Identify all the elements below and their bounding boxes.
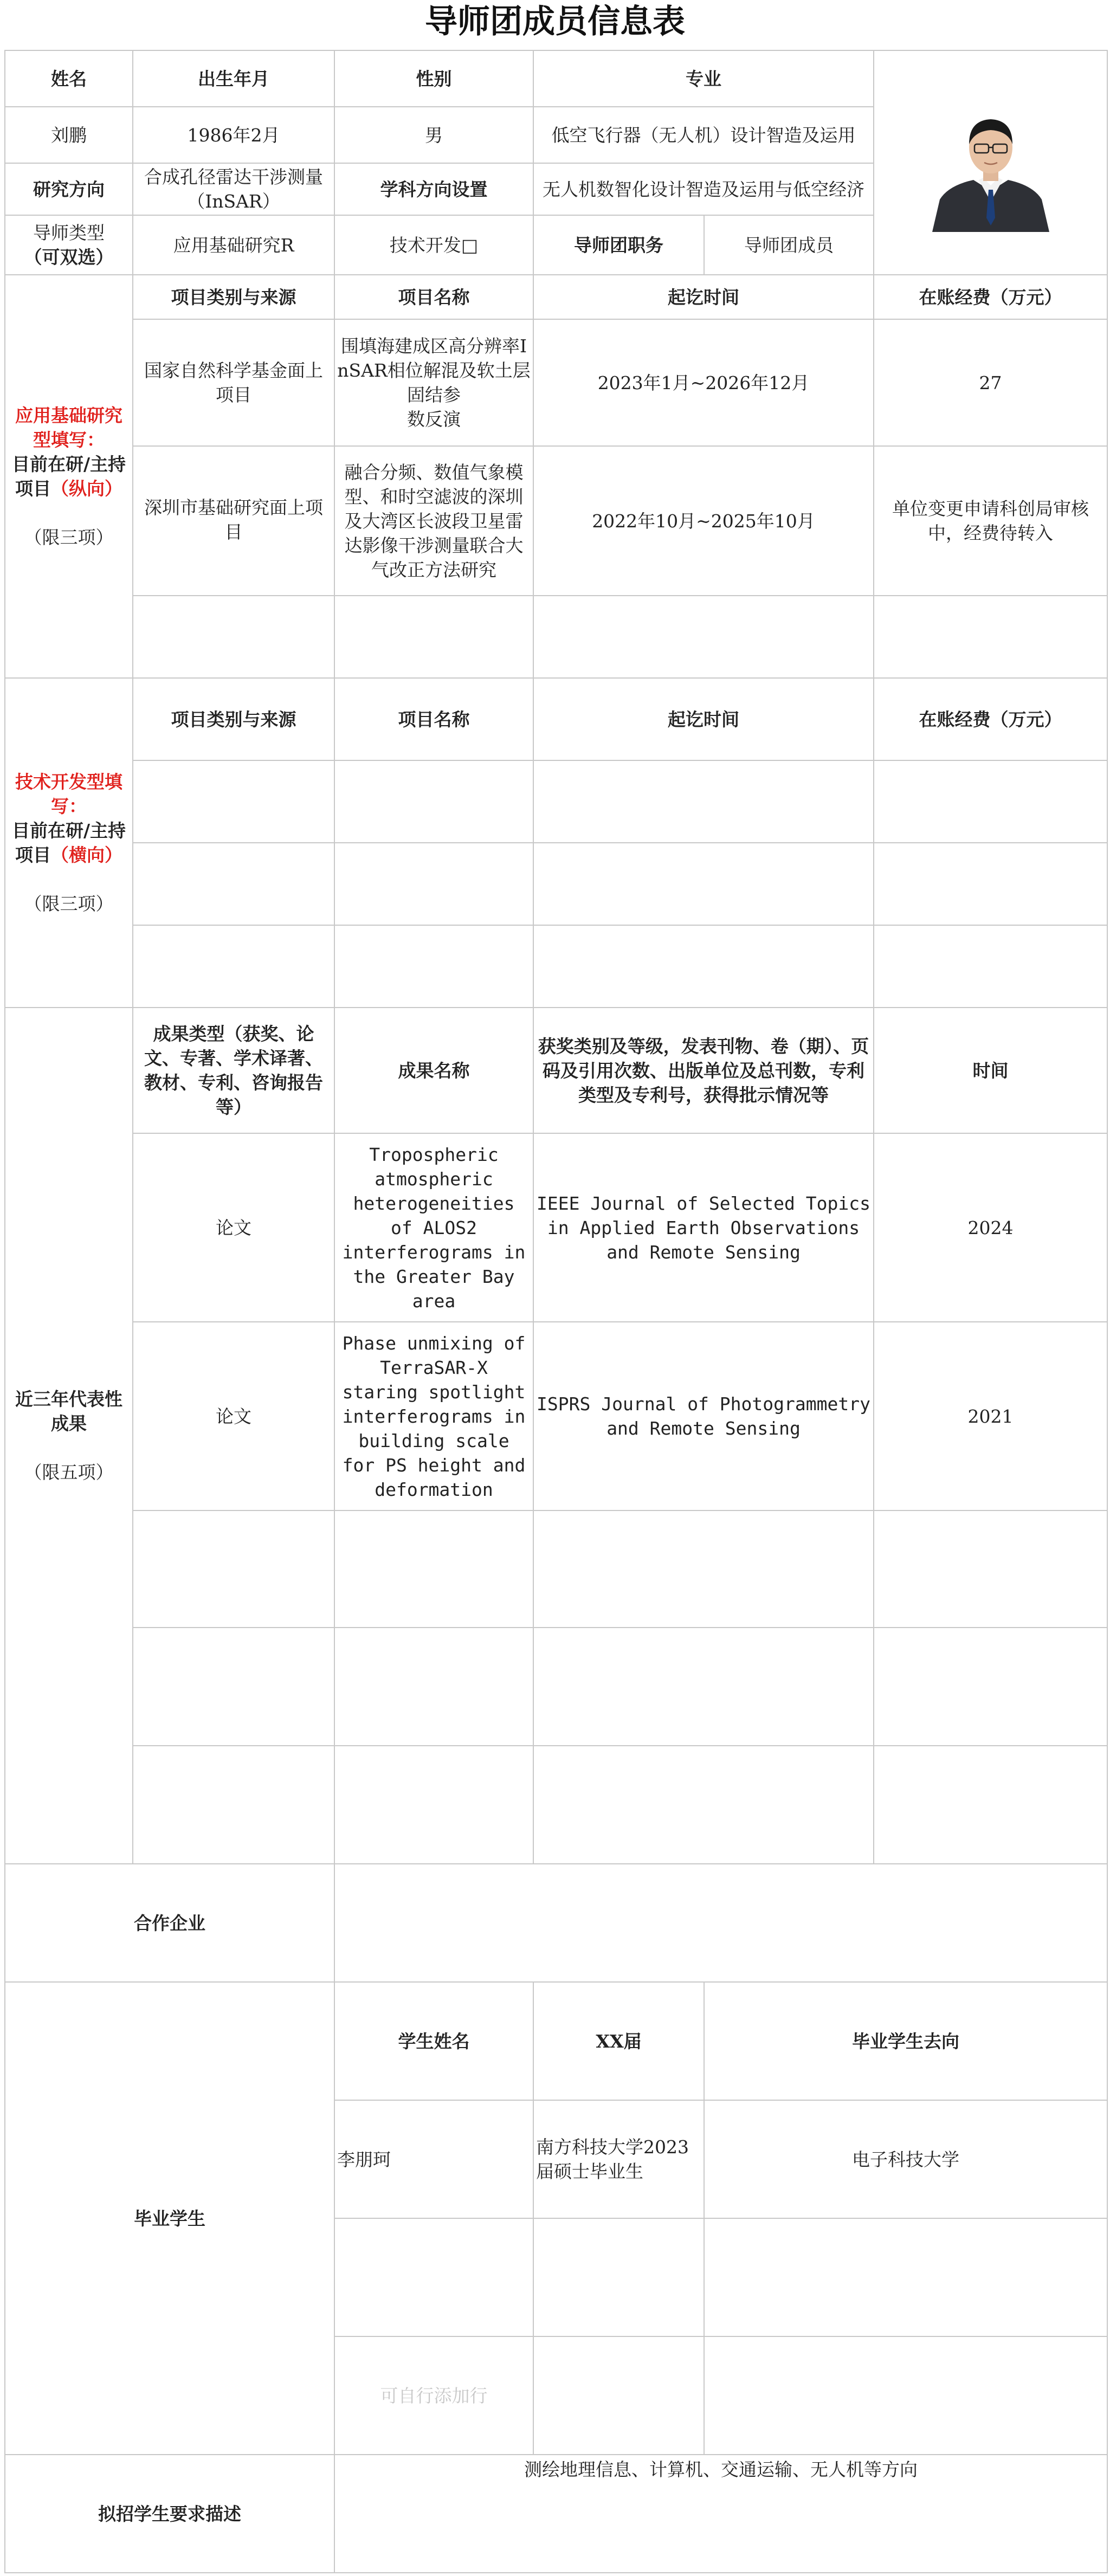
team-role-label: 导师团职务 [533,215,704,275]
birth-value: 1986年2月 [133,107,334,163]
empty-cell[interactable] [874,1746,1107,1864]
achievement-empty-row [5,1510,1107,1628]
recruit-value[interactable]: 测绘地理信息、计算机、交通运输、无人机等方向 [334,2455,1107,2573]
mentor-type-option-tech[interactable]: 技术开发□ [334,215,533,275]
tech-projects-header-funds: 在账经费（万元） [874,678,1107,760]
empty-cell[interactable] [533,2218,704,2336]
basic-projects-side-2: 目前在研/主持项目 [11,454,126,499]
achievement-row [5,1322,1107,1510]
tech-projects-header-period: 起讫时间 [533,678,874,760]
empty-cell[interactable] [533,843,874,925]
tech-project-empty-row [5,925,1107,1008]
empty-cell[interactable] [334,1510,533,1628]
achievement-type: 论文 [133,1133,334,1322]
add-row-hint[interactable]: 可自行添加行 [334,2336,533,2455]
basic-projects-header-source: 项目类别与来源 [133,275,334,319]
tech-projects-side-label [5,678,133,1008]
empty-cell[interactable] [874,1628,1107,1746]
page-title: 导师团成员信息表 [425,3,685,41]
empty-cell[interactable] [133,843,334,925]
recruit-label: 拟招学生要求描述 [5,2455,334,2573]
achievements-header-name: 成果名称 [334,1008,533,1133]
achievement-venue: IEEE Journal of Selected Topics in Applied Earth Observations and Remote Sensing [533,1133,874,1322]
tech-projects-header-row [5,678,1107,760]
empty-cell[interactable] [533,596,874,678]
achievement-row [5,1133,1107,1322]
basic-projects-side-label [5,275,133,678]
empty-cell[interactable] [533,760,874,843]
mentor-type-label [5,215,133,275]
basic-project-name-line2: 数反演 [407,409,461,430]
major-label: 专业 [533,50,874,107]
basic-projects-header-name: 项目名称 [334,275,533,319]
basic-project-name [334,319,533,446]
empty-cell[interactable] [133,1746,334,1864]
partner-value[interactable] [334,1864,1107,1982]
achievements-side-2: （限五项） [24,1462,114,1483]
tech-projects-side-red-3: （横向） [51,844,122,866]
basic-project-empty-row [5,596,1107,678]
achievements-header-row [5,1008,1107,1133]
basic-project-source: 国家自然科学基金面上项目 [133,319,334,446]
achievement-year: 2021 [874,1322,1107,1510]
achievement-empty-row [5,1746,1107,1864]
basic-projects-header-period: 起讫时间 [533,275,874,319]
tech-project-empty-row [5,843,1107,925]
partner-row [5,1864,1107,1982]
graduates-header-row [5,1982,1107,2100]
tech-project-empty-row [5,760,1107,843]
graduate-class: 南方科技大学2023届硕士毕业生 [533,2100,704,2218]
empty-cell[interactable] [334,1628,533,1746]
basic-projects-header-row [5,275,1107,319]
gender-value: 男 [334,107,533,163]
mentor-type-label-line2: （可双选） [24,247,114,268]
achievements-header-year: 时间 [874,1008,1107,1133]
partner-label: 合作企业 [5,1864,334,1982]
basic-header-row [5,50,1107,107]
achievements-header-venue: 获奖类别及等级，发表刊物、卷（期）、页码及引用次数、出版单位及总刊数，专利类型及专利号，获得批示情况等 [533,1008,874,1133]
empty-cell[interactable] [533,925,874,1008]
graduates-header-destination: 毕业学生去向 [704,1982,1107,2100]
empty-cell[interactable] [874,925,1107,1008]
empty-cell[interactable] [133,1628,334,1746]
achievements-header-type: 成果类型（获奖、论文、专著、学术译著、教材、专利、咨询报告等） [133,1008,334,1133]
graduate-destination: 电子科技大学 [704,2100,1107,2218]
basic-projects-header-funds: 在账经费（万元） [874,275,1107,319]
tech-projects-side-red-1: 技术开发型填写： [15,771,122,817]
gender-label: 性别 [334,50,533,107]
achievements-side-1: 近三年代表性成果 [15,1389,122,1434]
portrait-photo [927,93,1055,232]
research-value: 合成孔径雷达干涉测量（InSAR） [133,163,334,215]
basic-project-row [5,446,1107,596]
mentor-type-label-line1: 导师类型 [33,222,105,243]
empty-cell[interactable] [334,596,533,678]
achievement-empty-row [5,1628,1107,1746]
tech-projects-header-name: 项目名称 [334,678,533,760]
empty-cell[interactable] [533,2336,704,2455]
achievement-type: 论文 [133,1322,334,1510]
graduates-header-name: 学生姓名 [334,1982,533,2100]
empty-cell[interactable] [133,925,334,1008]
basic-project-period: 2023年1月~2026年12月 [533,319,874,446]
basic-project-funds: 27 [874,319,1107,446]
discipline-label: 学科方向设置 [334,163,533,215]
empty-cell[interactable] [334,760,533,843]
photo-cell [874,50,1107,275]
empty-cell[interactable] [334,843,533,925]
basic-project-name [334,446,533,596]
basic-projects-side-red-1: 应用基础研究型填写： [15,405,122,450]
tech-projects-side-4: （限三项） [24,893,114,914]
basic-projects-side-red-3: （纵向） [51,478,122,499]
mentor-type-option-basic[interactable]: 应用基础研究R [133,215,334,275]
name-value: 刘鹏 [5,107,133,163]
empty-cell[interactable] [704,2218,1107,2336]
empty-cell[interactable] [334,1746,533,1864]
empty-cell[interactable] [133,1510,334,1628]
basic-project-funds: 单位变更申请科创局审核中，经费待转入 [874,446,1107,596]
achievement-name: Phase unmixing of TerraSAR-X staring spotlight interferograms in building scale for PS height and deformation [334,1322,533,1510]
name-label: 姓名 [5,50,133,107]
empty-cell[interactable] [133,596,334,678]
achievement-name: Tropospheric atmospheric heterogeneities of ALOS2 interferograms in the Greater Bay area [334,1133,533,1322]
basic-project-name-line1: 围填海建成区高分辨率InSAR相位解混及软土层固结参 [337,335,531,405]
achievements-side-label [5,1008,133,1864]
basic-projects-side-4: （限三项） [24,527,114,548]
tech-projects-header-source: 项目类别与来源 [133,678,334,760]
basic-project-row [5,319,1107,446]
empty-cell[interactable] [874,760,1107,843]
basic-project-period: 2022年10月~2025年10月 [533,446,874,596]
empty-cell[interactable] [704,2336,1107,2455]
graduates-label: 毕业学生 [5,1982,334,2455]
discipline-value: 无人机数智化设计智造及运用与低空经济 [533,163,874,215]
research-label: 研究方向 [5,163,133,215]
empty-cell[interactable] [533,1746,874,1864]
info-form-table [4,50,1108,2573]
empty-cell[interactable] [334,2218,533,2336]
team-role-value: 导师团成员 [704,215,874,275]
graduate-name: 李朋珂 [334,2100,533,2218]
graduates-header-class: XX届 [533,1982,704,2100]
empty-cell[interactable] [874,843,1107,925]
basic-project-name-line1: 融合分频、数值气象模型、和时空滤波的深圳及大湾区长波段卫星雷达影像干涉测量联合大气改正方法研究 [344,461,524,580]
achievement-year: 2024 [874,1133,1107,1322]
major-value: 低空飞行器（无人机）设计智造及运用 [533,107,874,163]
basic-project-source: 深圳市基础研究面上项目 [133,446,334,596]
empty-cell[interactable] [533,1510,874,1628]
tech-projects-side-2: 目前在研/主持项目 [11,820,126,866]
birth-label: 出生年月 [133,50,334,107]
achievement-venue: ISPRS Journal of Photogrammetry and Remote Sensing [533,1322,874,1510]
empty-cell[interactable] [874,596,1107,678]
empty-cell[interactable] [533,1628,874,1746]
recruit-row [5,2455,1107,2573]
empty-cell[interactable] [133,760,334,843]
empty-cell[interactable] [334,925,533,1008]
empty-cell[interactable] [874,1510,1107,1628]
